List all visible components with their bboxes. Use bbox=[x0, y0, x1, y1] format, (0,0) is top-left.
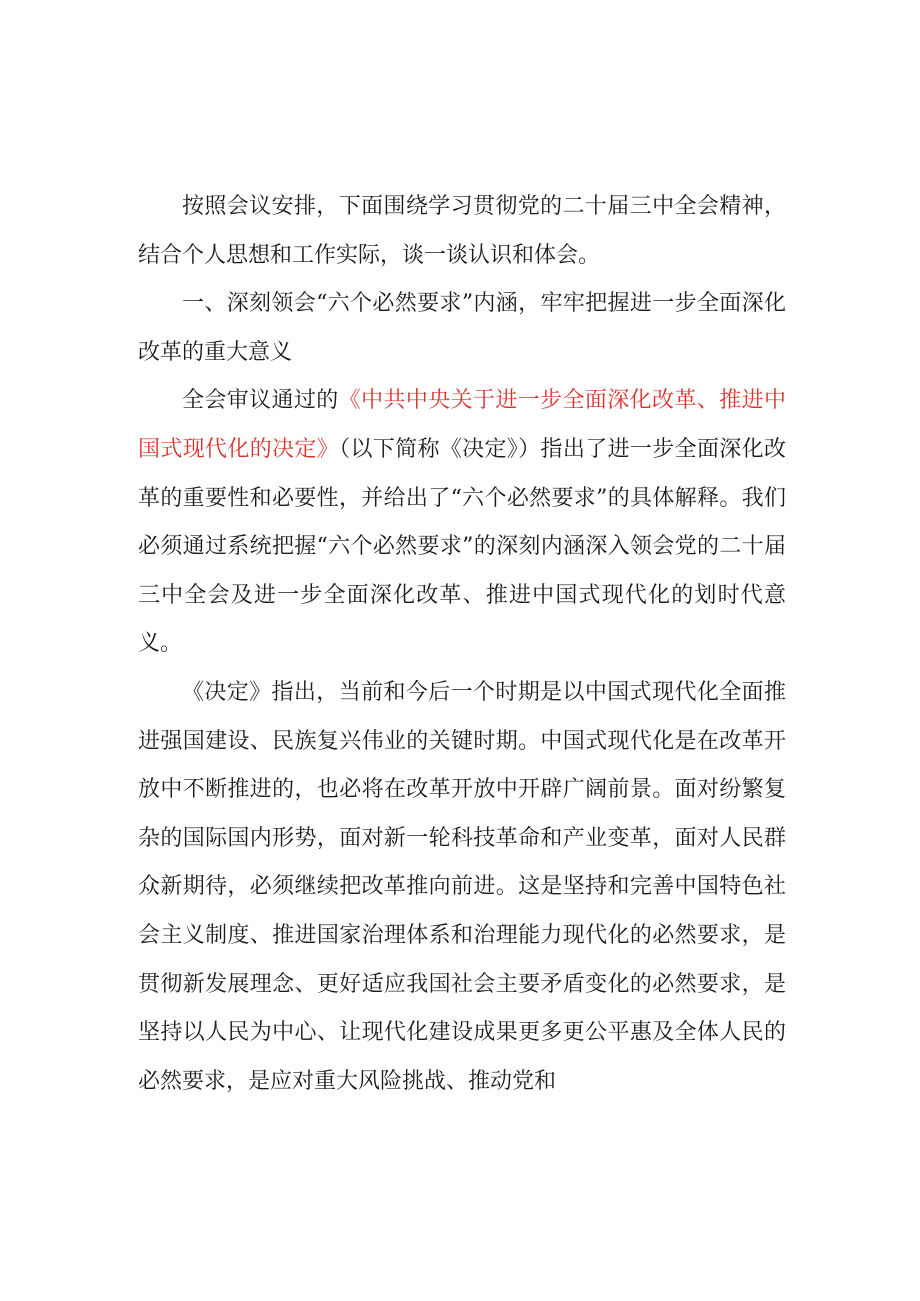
document-body bbox=[138, 183, 786, 1106]
decision-paragraph-lead: 全会审议通过的 bbox=[182, 388, 339, 414]
decision-paragraph-rest: （以下简称《决定》）指出了进一步全面深化改革的重要性和必要性，并给出了“六个必然要求”的具体解释。我们必须通过系统把握“六个必然要求”的深刻内涵深入领会党的二十届三中全会及进一步全面深化改革、推进中国式现代化的划时代意义。 bbox=[138, 436, 786, 657]
key-period-paragraph: 《决定》指出，当前和今后一个时期是以中国式现代化全面推进强国建设、民族复兴伟业的关键时期。中国式现代化是在改革开放中不断推进的，也必将在改革开放中开辟广阔前景。面对纷繁复杂的国际国内形势，面对新一轮科技革命和产业变革，面对人民群众新期待，必须继续把改革推向前进。这是坚持和完善中国特色社会主义制度、推进国家治理体系和治理能力现代化的必然要求，是贯彻新发展理念、更好适应我国社会主要矛盾变化的必然要求，是坚持以人民为中心、让现代化建设成果更多更公平惠及全体人民的必然要求，是应对重大风险挑战、推动党和 bbox=[138, 679, 786, 1094]
section-heading-text: 一、深刻领会“六个必然要求”内涵，牢牢把握进一步全面深化改革的重大意义 bbox=[138, 291, 786, 365]
decision-paragraph bbox=[138, 377, 786, 669]
section-heading bbox=[138, 280, 786, 377]
decision-title-highlight: 《中共中央关于进一步全面深化改革、推进中国式现代化的决定》 bbox=[138, 388, 786, 462]
intro-paragraph: 按照会议安排，下面围绕学习贯彻党的二十届三中全会精神，结合个人思想和工作实际，谈一谈认识和体会。 bbox=[138, 194, 786, 268]
